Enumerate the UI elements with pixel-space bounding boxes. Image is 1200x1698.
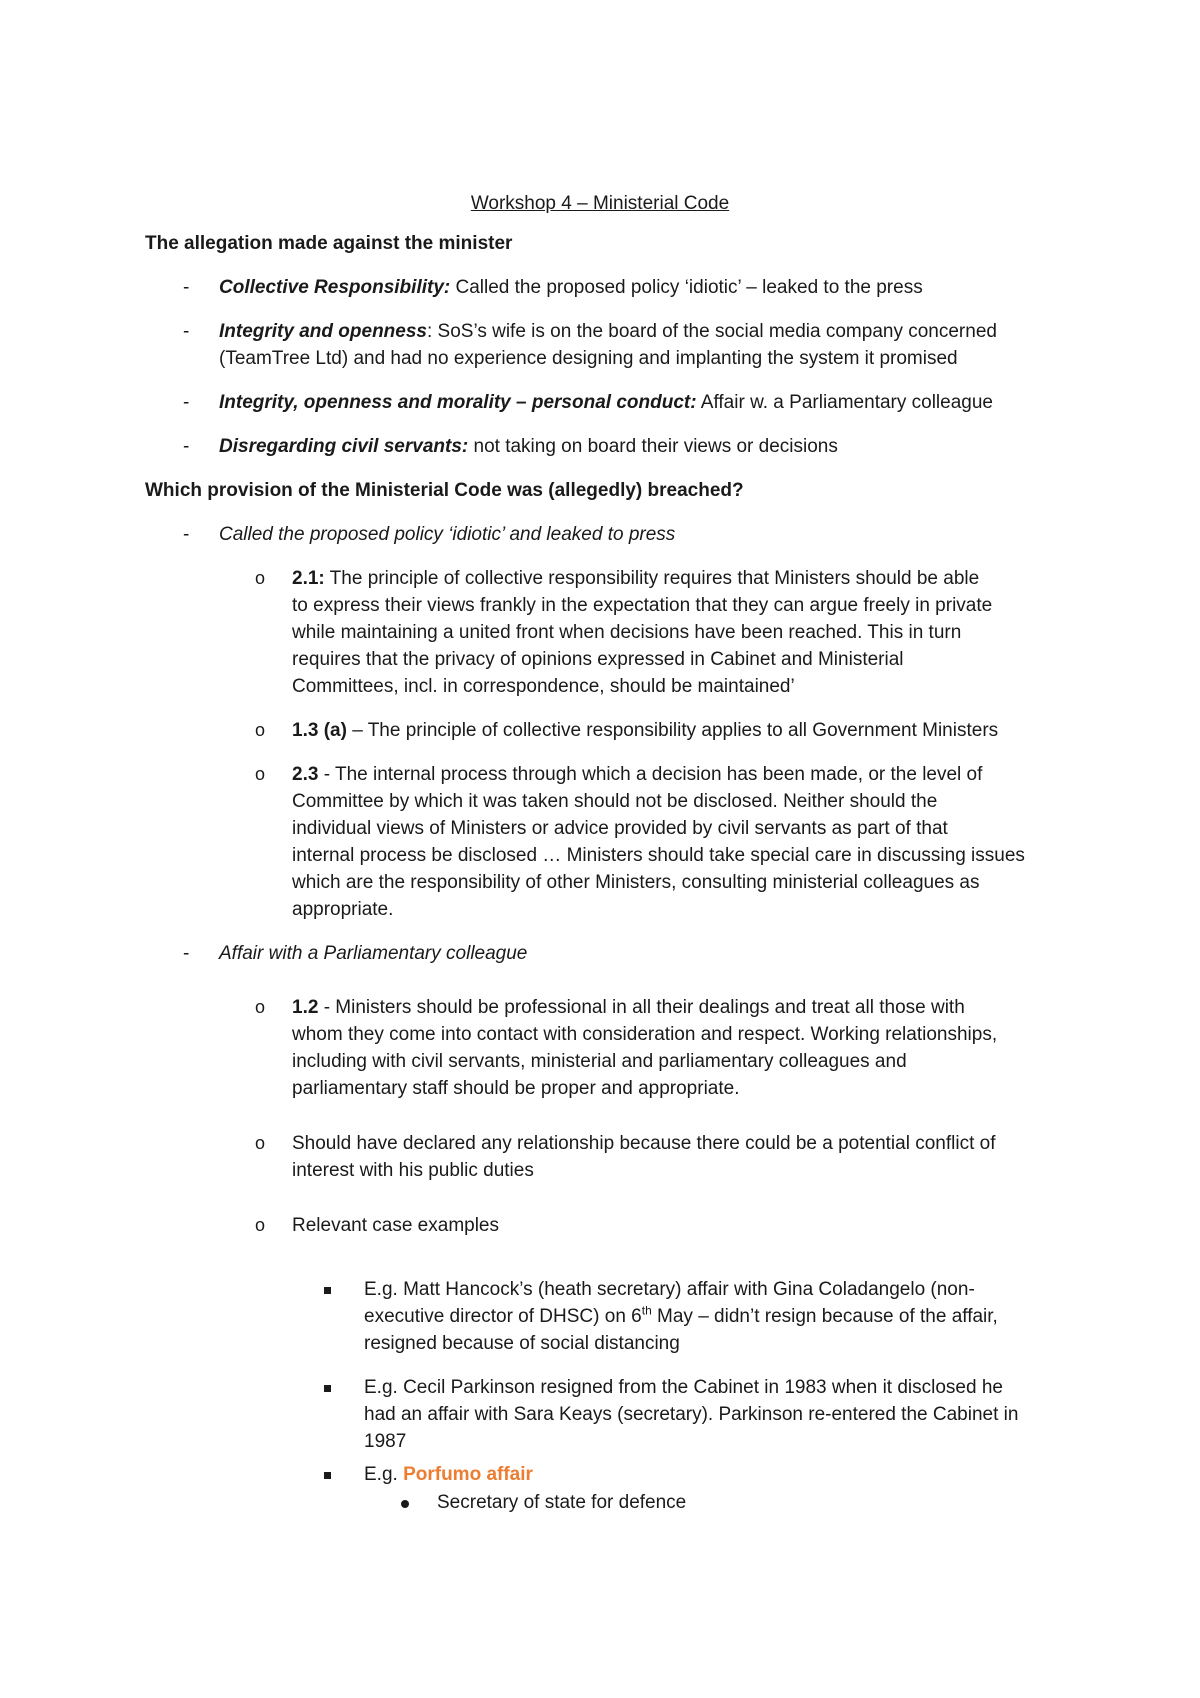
provision-line: to express their views frankly in the expectation that they can argue freely in private [292,595,993,616]
provision-item: 2.3 - The internal process through which a decision has been made, or the level of [292,764,983,785]
provision-line: while maintaining a united front when decisions have been reached. This in turn [292,622,962,643]
list-dash: - [183,321,190,342]
heading-provision: Which provision of the Ministerial Code was (allegedly) breached? [145,480,744,501]
square-bullet-icon [324,1287,331,1294]
list-dash: - [183,436,190,457]
highlighted-text: Porfumo affair [403,1464,533,1485]
provision-line: Committee by which it was taken should not be disclosed. Neither should the [292,791,938,812]
allegation-item: Disregarding civil servants: not taking on board their views or decisions [219,436,838,457]
provision-line: whom they come into contact with consideration and respect. Working relationships, [292,1024,998,1045]
provision-ref: 1.2 [292,997,319,1018]
provision-ref: 1.3 (a) [292,720,347,741]
heading-allegation: The allegation made against the minister [145,233,513,254]
provision-line: internal process be disclosed … Ministers should take special care in discussing issues [292,845,1025,866]
list-dash: - [183,943,190,964]
section-title-affair: Affair with a Parliamentary colleague [219,943,528,964]
list-circle: o [255,1215,266,1235]
provision-line: parliamentary staff should be proper and appropriate. [292,1078,740,1099]
allegation-item: Integrity, openness and morality – personal conduct: Affair w. a Parliamentary colleague [219,392,993,413]
provision-ref: 2.3 [292,764,319,785]
provision-item: 2.1: The principle of collective responsibility requires that Ministers should be able [292,568,980,589]
square-bullet-icon [324,1385,331,1392]
example-line: executive director of DHSC) on 6th May – didn’t resign because of the affair, [364,1303,998,1327]
provision-line: Committees, incl. in correspondence, should be maintained’ [292,676,795,697]
provision-line: including with civil servants, ministerial and parliamentary colleagues and [292,1051,907,1072]
example-line: resigned because of social distancing [364,1333,680,1354]
example-parkinson: E.g. Cecil Parkinson resigned from the Cabinet in 1983 when it disclosed he [364,1377,1003,1398]
allegation-label: Integrity and openness [219,321,427,342]
allegation-label: Disregarding civil servants: [219,436,469,457]
example-hancock: E.g. Matt Hancock’s (heath secretary) affair with Gina Coladangelo (non- [364,1279,975,1300]
square-bullet-icon [324,1472,331,1479]
provision-line: requires that the privacy of opinions expressed in Cabinet and Ministerial [292,649,904,670]
provision-line: individual views of Ministers or advice provided by civil servants as part of that [292,818,948,839]
example-profumo: E.g. Porfumo affair [364,1464,533,1485]
allegation-item: Integrity and openness: SoS’s wife is on the board of the social media company concerned [219,321,997,342]
list-circle: o [255,568,266,588]
list-circle: o [255,720,266,740]
list-circle: o [255,997,266,1017]
section-title-leak: Called the proposed policy ‘idiotic’ and leaked to press [219,524,676,545]
note-line: Should have declared any relationship because there could be a potential conflict of [292,1133,996,1154]
allegation-continuation: (TeamTree Ltd) and had no experience designing and implanting the system it promised [219,348,958,369]
provision-line: which are the responsibility of other Ministers, consulting ministerial colleagues as [292,872,980,893]
allegation-label: Collective Responsibility [219,277,444,298]
examples-heading: Relevant case examples [292,1215,499,1236]
example-sub-item: Secretary of state for defence [437,1492,687,1513]
list-circle: o [255,764,266,784]
provision-item: 1.3 (a) – The principle of collective responsibility applies to all Government Ministers [292,720,999,741]
allegation-item: Collective Responsibility: Called the proposed policy ‘idiotic’ – leaked to the press [219,277,923,298]
list-dash: - [183,392,190,413]
page-title: Workshop 4 – Ministerial Code [470,193,730,214]
example-line: 1987 [364,1431,407,1452]
note-line: interest with his public duties [292,1160,534,1181]
list-circle: o [255,1133,266,1153]
example-line: had an affair with Sara Keays (secretary). Parkinson re-entered the Cabinet in [364,1404,1019,1425]
round-bullet-icon [401,1500,409,1508]
provision-line: appropriate. [292,899,394,920]
list-dash: - [183,277,190,298]
provision-ref: 2.1: [292,568,325,589]
provision-item: 1.2 - Ministers should be professional in all their dealings and treat all those with [292,997,965,1018]
list-dash: - [183,524,190,545]
allegation-label: Integrity, openness and morality – personal conduct: [219,392,697,413]
